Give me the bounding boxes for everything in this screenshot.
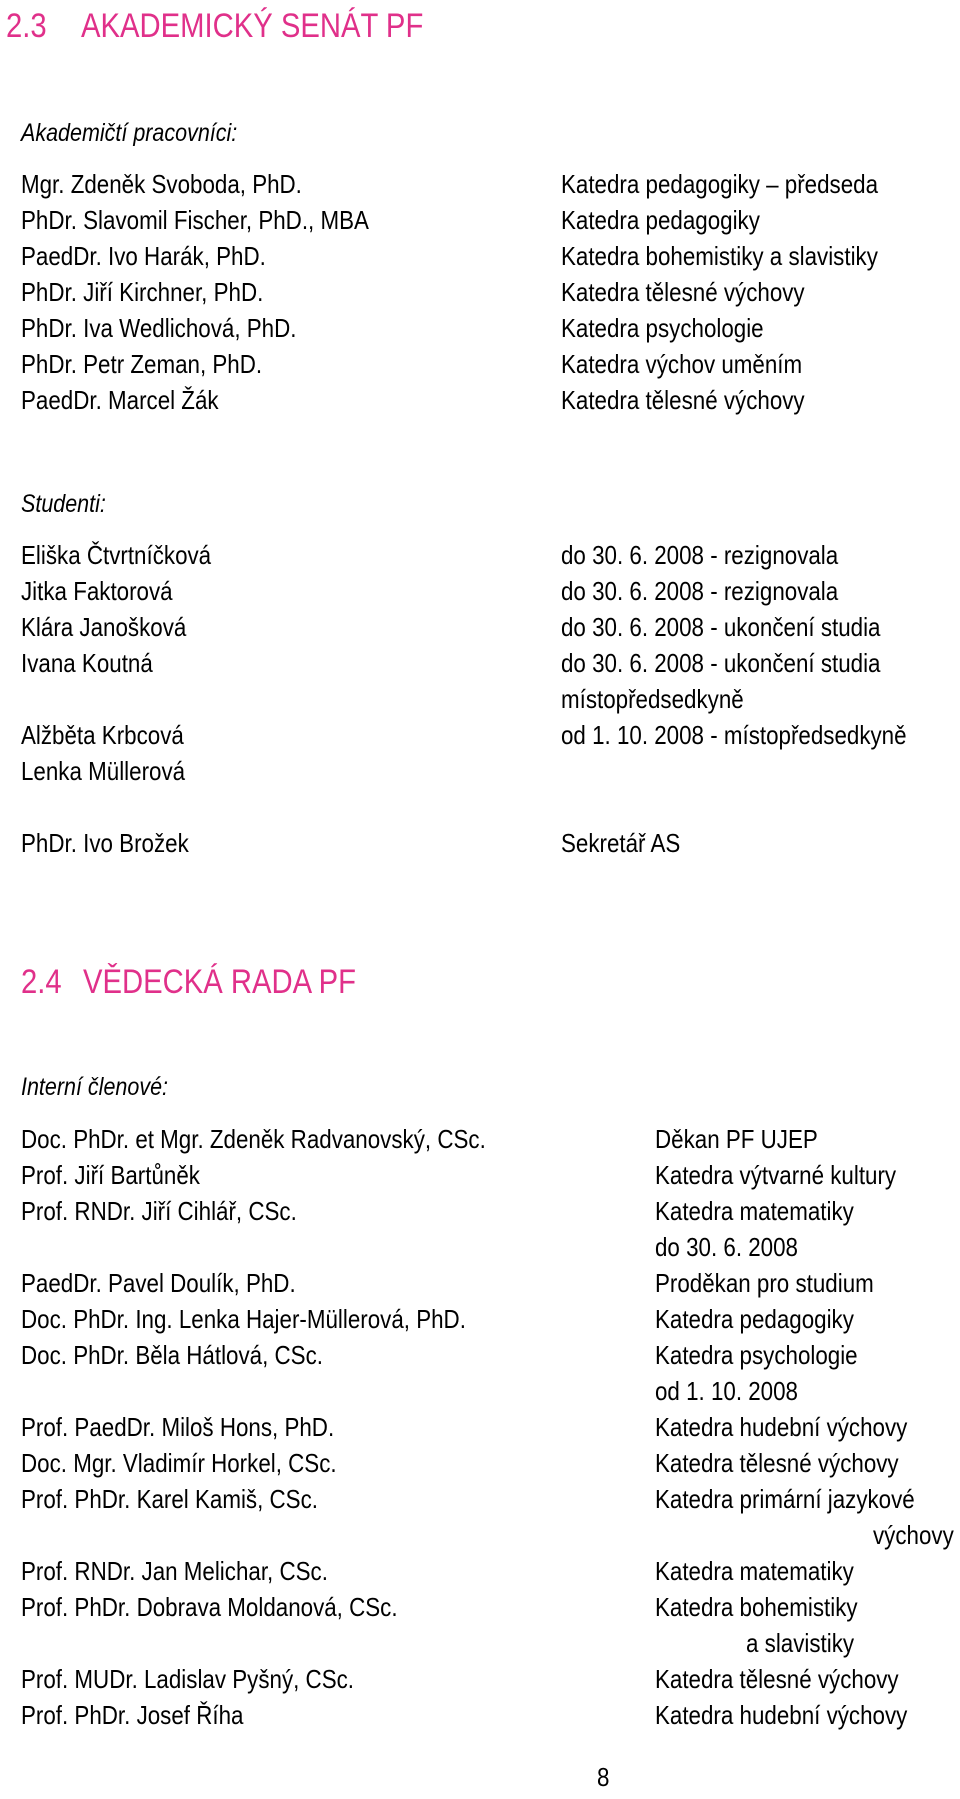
member-role: Katedra bohemistiky [655, 1592, 858, 1622]
member-name: Prof. RNDr. Jiří Cihlář, CSc. [21, 1196, 297, 1226]
senat-title: AKADEMICKÝ SENÁT PF [81, 7, 424, 45]
staff-name: Mgr. Zdeněk Svoboda, PhD. [21, 169, 302, 199]
staff-name: PaedDr. Marcel Žák [21, 385, 219, 415]
student-note: místopředsedkyně [561, 684, 744, 714]
member-name: Prof. Jiří Bartůněk [21, 1160, 200, 1190]
student-name: Ivana Koutná [21, 648, 153, 678]
staff-role: Katedra psychologie [561, 313, 764, 343]
staff-role: Katedra výchov uměním [561, 349, 803, 379]
member-name: Prof. RNDr. Jan Melichar, CSc. [21, 1556, 328, 1586]
staff-name: PhDr. Iva Wedlichová, PhD. [21, 313, 297, 343]
member-role: Katedra hudební výchovy [655, 1412, 908, 1442]
student-note: do 30. 6. 2008 - ukončení studia [561, 648, 881, 678]
member-role: Katedra psychologie [655, 1340, 858, 1370]
student-note: od 1. 10. 2008 - místopředsedkyně [561, 720, 907, 750]
staff-name: PaedDr. Ivo Harák, PhD. [21, 241, 266, 271]
member-name: Doc. PhDr. Ing. Lenka Hajer-Müllerová, PhD. [21, 1304, 466, 1334]
member-name: Prof. PaedDr. Miloš Hons, PhD. [21, 1412, 335, 1442]
member-name: Doc. PhDr. et Mgr. Zdeněk Radvanovský, CSc. [21, 1124, 486, 1154]
member-name: Doc. Mgr. Vladimír Horkel, CSc. [21, 1448, 337, 1478]
senat-number: 2.3 [6, 7, 47, 45]
staff-name: PhDr. Slavomil Fischer, PhD., MBA [21, 205, 369, 235]
staff-role: Katedra tělesné výchovy [561, 277, 805, 307]
member-name: Prof. MUDr. Ladislav Pyšný, CSc. [21, 1664, 355, 1694]
senat-heading [6, 6, 506, 46]
member-name: Prof. PhDr. Dobrava Moldanová, CSc. [21, 1592, 398, 1622]
rada-number: 2.4 [21, 963, 62, 1001]
student-note: do 30. 6. 2008 - ukončení studia [561, 612, 881, 642]
member-name: Prof. PhDr. Karel Kamiš, CSc. [21, 1484, 318, 1514]
staff-role: Katedra pedagogiky – předseda [561, 169, 879, 199]
secretary-name: PhDr. Ivo Brožek [21, 828, 189, 858]
students-heading: Studenti: [21, 490, 106, 518]
member-role: Katedra výtvarné kultury [655, 1160, 897, 1190]
student-name: Jitka Faktorová [21, 576, 173, 606]
student-note: do 30. 6. 2008 - rezignovala [561, 540, 839, 570]
member-role: a slavistiky [746, 1628, 855, 1658]
staff-name: PhDr. Jiří Kirchner, PhD. [21, 277, 264, 307]
member-role: Katedra hudební výchovy [655, 1700, 908, 1730]
page-number: 8 [597, 1762, 610, 1792]
staff-role: Katedra pedagogiky [561, 205, 760, 235]
rada-title: VĚDECKÁ RADA PF [83, 963, 356, 1001]
member-role: od 1. 10. 2008 [655, 1376, 798, 1406]
staff-name: PhDr. Petr Zeman, PhD. [21, 349, 263, 379]
member-role: Proděkan pro studium [655, 1268, 874, 1298]
student-note: do 30. 6. 2008 - rezignovala [561, 576, 839, 606]
member-role: do 30. 6. 2008 [655, 1232, 798, 1262]
member-role: Katedra tělesné výchovy [655, 1664, 899, 1694]
student-name: Lenka Müllerová [21, 756, 186, 786]
student-name: Eliška Čtvrtníčková [21, 540, 212, 570]
secretary-role: Sekretář AS [561, 828, 681, 858]
member-role: výchovy [873, 1520, 954, 1550]
internal-heading: Interní členové: [21, 1073, 169, 1101]
member-role: Katedra matematiky [655, 1556, 854, 1586]
member-role: Katedra tělesné výchovy [655, 1448, 899, 1478]
member-name: PaedDr. Pavel Doulík, PhD. [21, 1268, 296, 1298]
staff-heading: Akademičtí pracovníci: [21, 119, 238, 147]
student-name: Klára Janošková [21, 612, 187, 642]
staff-role: Katedra bohemistiky a slavistiky [561, 241, 878, 271]
rada-heading [21, 962, 521, 1002]
student-name: Alžběta Krbcová [21, 720, 184, 750]
member-name: Doc. PhDr. Běla Hátlová, CSc. [21, 1340, 323, 1370]
member-role: Katedra matematiky [655, 1196, 854, 1226]
member-role: Katedra primární jazykové [655, 1484, 915, 1514]
member-role: Katedra pedagogiky [655, 1304, 854, 1334]
member-role: Děkan PF UJEP [655, 1124, 818, 1154]
staff-role: Katedra tělesné výchovy [561, 385, 805, 415]
member-name: Prof. PhDr. Josef Říha [21, 1700, 244, 1730]
